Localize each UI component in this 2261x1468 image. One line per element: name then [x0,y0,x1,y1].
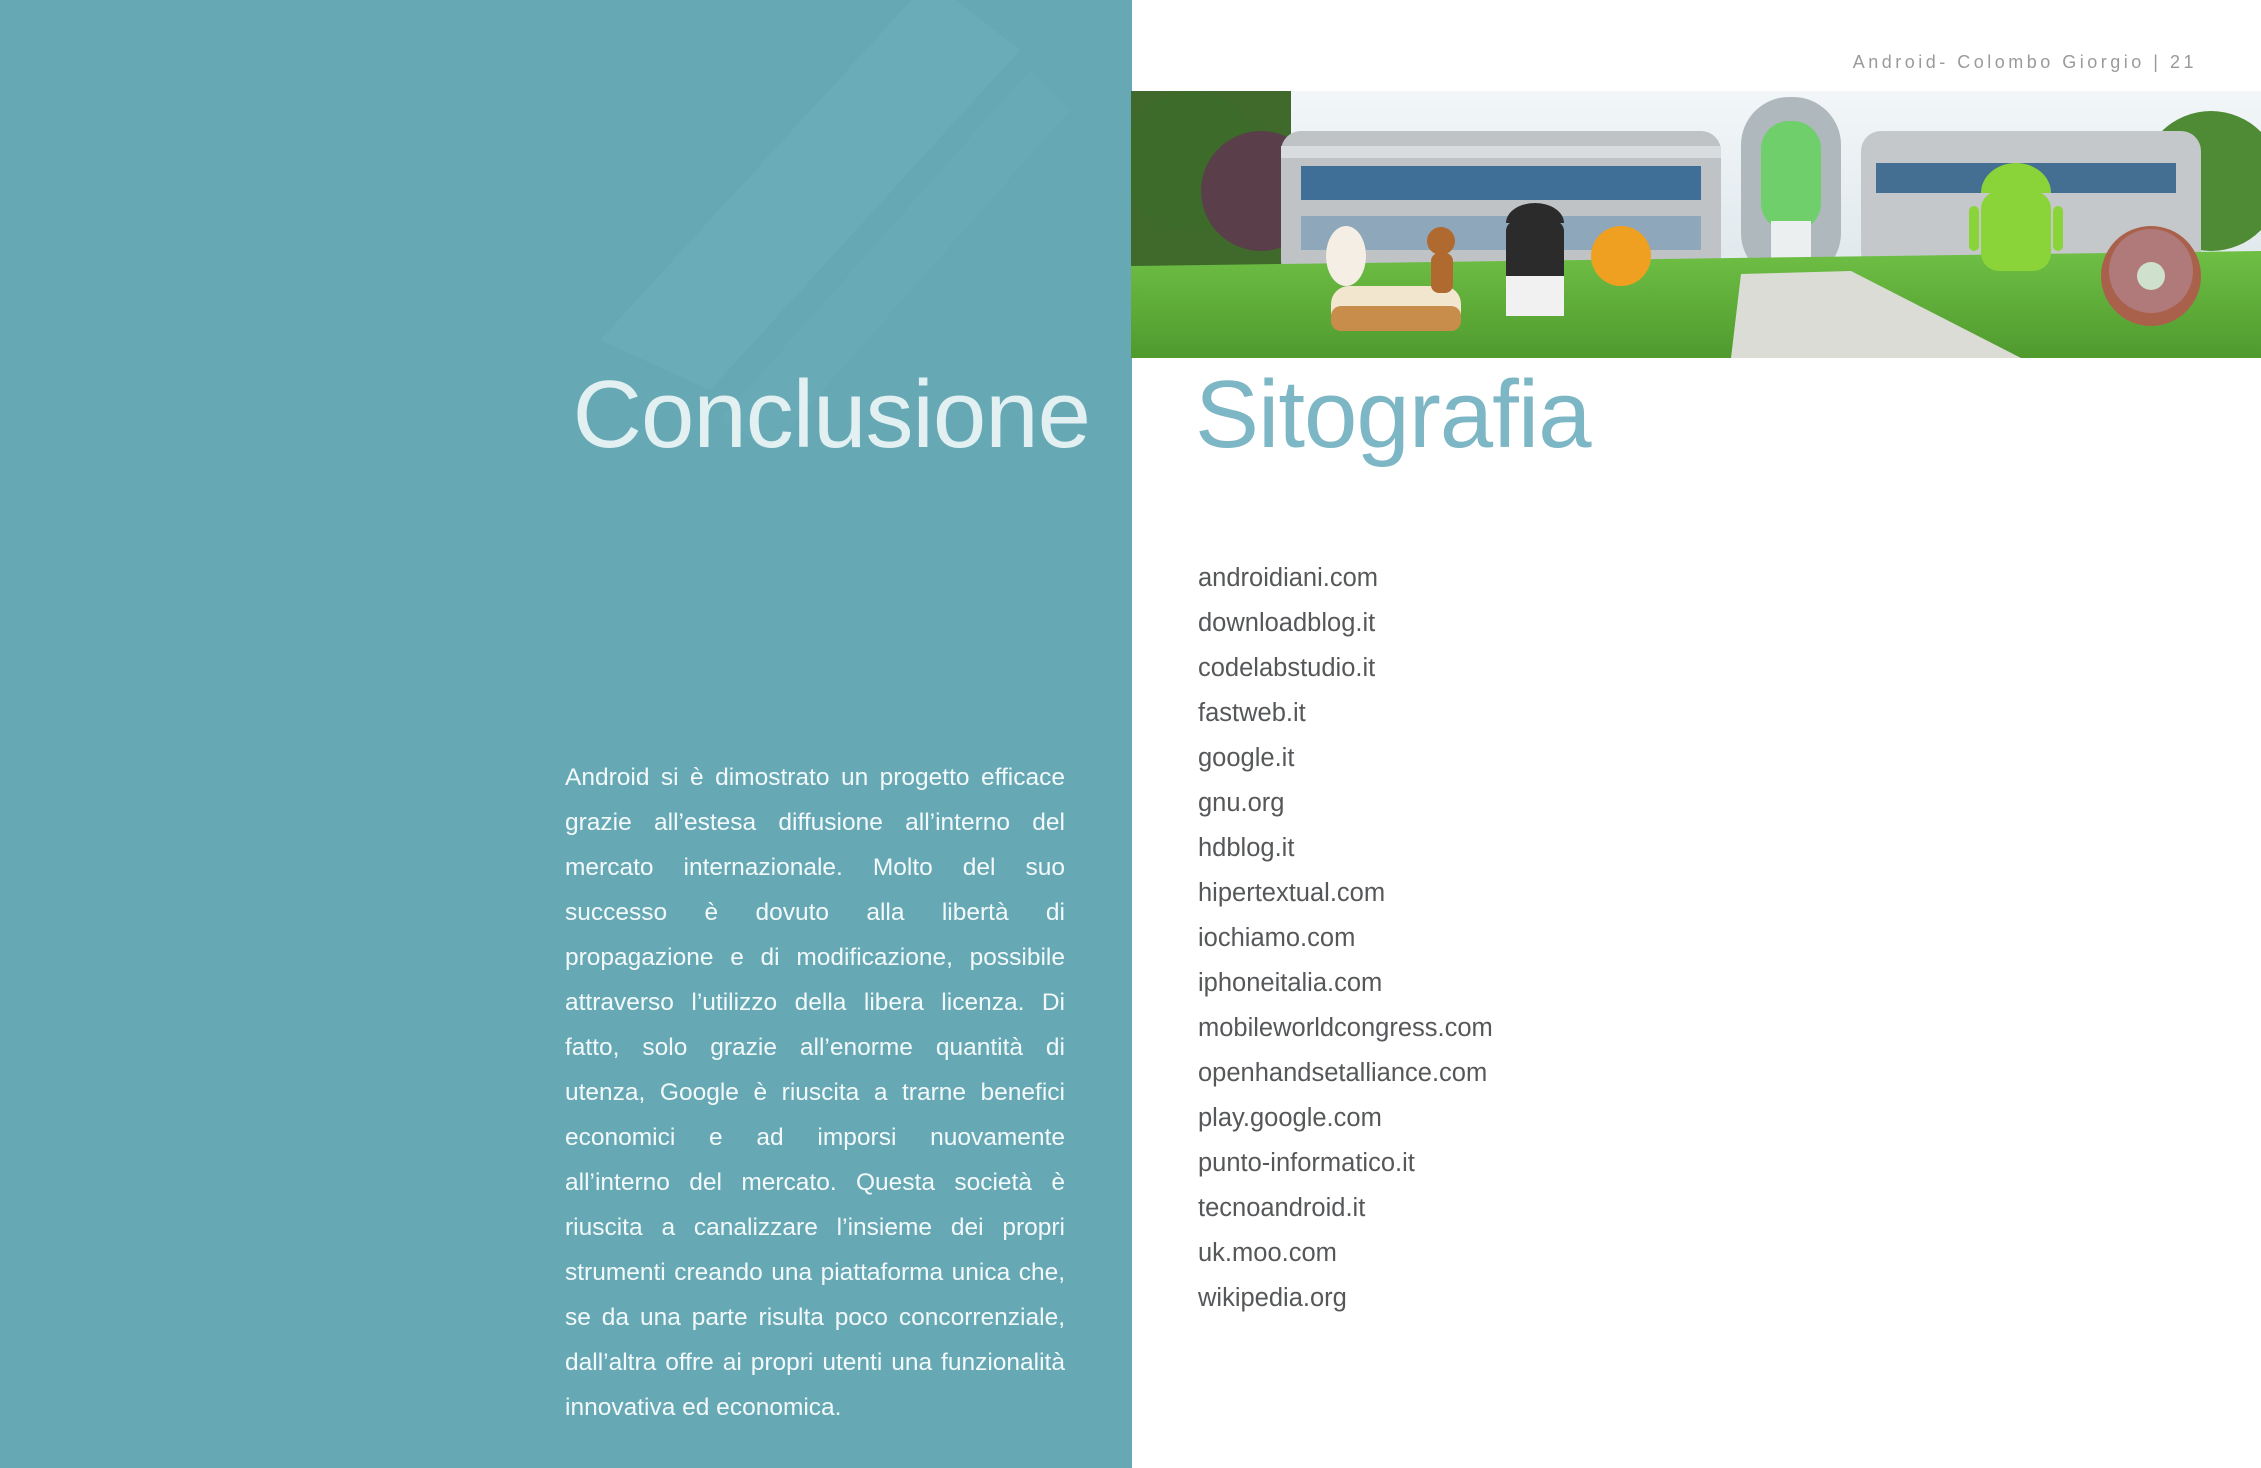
conclusione-title: Conclusione [572,361,1090,468]
list-item: iochiamo.com [1198,924,1356,952]
list-item: uk.moo.com [1198,1239,1337,1267]
sitografia-title: Sitografia [1195,361,1591,468]
list-item: wikipedia.org [1198,1284,1347,1312]
list-item: gnu.org [1198,789,1285,817]
list-item: play.google.com [1198,1104,1382,1132]
list-item: fastweb.it [1198,699,1306,727]
sitografia-list [1198,556,1493,1321]
googleplex-android-statues-photo [1131,91,2261,358]
list-item: iphoneitalia.com [1198,969,1383,997]
list-item: downloadblog.it [1198,609,1376,637]
list-item: mobileworldcongress.com [1198,1014,1493,1042]
list-item: google.it [1198,744,1295,772]
list-item: tecnoandroid.it [1198,1194,1366,1222]
conclusione-paragraph: Android si è dimostrato un progetto efficace grazie all’estesa diffusione all’interno del mercato internazionale. Molto del suo successo è dovuto alla libertà di propagazione e di modificazione, possibile attraverso l’utilizzo della libera licenza. Di fatto, solo grazie all’enorme quantità di utenza, Google è riuscita a trarne benefici economici e ad imporsi nuovamente all’interno del mercato. Questa società è riuscita a canalizzare l’insieme dei propri strumenti creando una piattaforma unica che, se da una parte risulta poco concorrenziale, dall’altra offre ai propri utenti una funzionalità innovativa ed economica. [565,764,1065,1421]
running-header: Android- Colombo Giorgio | 21 [1852,52,2197,72]
list-item: hdblog.it [1198,834,1295,862]
list-item: codelabstudio.it [1198,654,1376,682]
list-item: hipertextual.com [1198,879,1386,907]
list-item: punto-informatico.it [1198,1149,1415,1177]
list-item: androidiani.com [1198,564,1379,592]
list-item: openhandsetalliance.com [1198,1059,1488,1087]
